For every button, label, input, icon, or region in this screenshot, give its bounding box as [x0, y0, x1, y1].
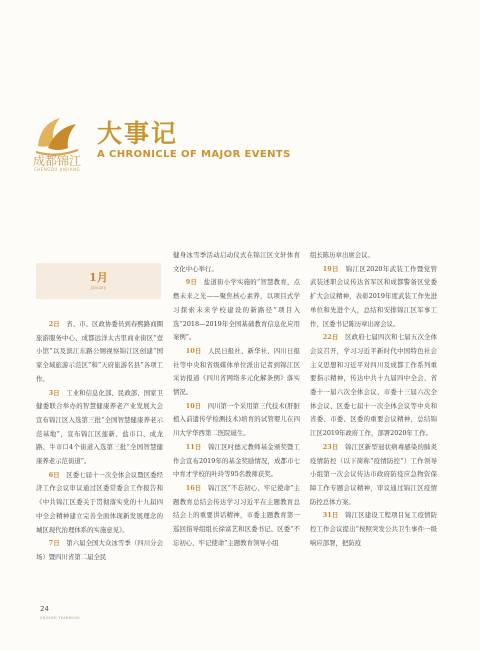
event-text: 区政府七届四次和七届五次全体会议召开，学习习近平新时代中国特色社会主义思想和习近平对四川及成都工作系列重要指示精神，传达中共十九届四中全会、省委十一届六次全体会议、市委十三届六次全体会议、区委七届十一次全体会议等中央和省委、市委、区委的重要会议精神，总结锦江区2019年政府工作，部署2020年工作。 [310, 333, 438, 438]
event-entry [36, 537, 163, 564]
event-entry [173, 276, 300, 345]
event-text: 四川第一个采用第三代技术(肝脏植入前遗传学检测技术)培育的试管婴儿在四川大学华西第二医院诞生。 [173, 401, 301, 438]
event-entry [173, 441, 300, 482]
event-entry [36, 318, 163, 387]
event-day: 6日 [48, 470, 60, 479]
event-entry [173, 482, 300, 551]
event-day: 22日 [322, 333, 339, 342]
footer-brand: JINJIANG YEARBOOK [40, 616, 81, 620]
event-text: 健身冰雪季活动启动仪式在锦江区文轩体育文化中心举行。 [173, 251, 300, 273]
event-day: 10日 [185, 346, 202, 355]
event-day: 31日 [322, 511, 339, 520]
text-column-1 [36, 318, 163, 565]
event-entry [36, 469, 163, 538]
event-day: 16日 [185, 483, 202, 492]
event-text: 锦江区建设工程项目复工疫情防控工作会议提出“按照突发公共卫生事件一级响应部署，把防疫 [310, 511, 438, 547]
event-day: 23日 [322, 442, 339, 451]
event-text: 组长陈历章出席会议。 [310, 251, 374, 259]
event-entry-continuation [173, 249, 300, 276]
event-entry-continuation [310, 249, 437, 263]
page-number: 24 [40, 605, 49, 613]
month-label: 1月 [89, 271, 108, 284]
event-entry [173, 400, 300, 441]
event-day: 2日 [48, 320, 60, 328]
event-text: 锦江区吋德元教师基金颁奖暨工作会宣布2019年的基金奖励情况，成都市七中育才学校的叶玲等95名教师获奖。 [173, 442, 301, 479]
event-entry [36, 387, 163, 469]
event-day: 3日 [48, 388, 60, 397]
event-day: 10日 [185, 401, 202, 410]
event-text: 盐道街小学实施的“智慧教育，点燃未来之光——聚焦核心素养，以项目式学习探索未来学校建设的新路径”项目入选“2018—2019年全国基础教育信息化应用案例”。 [173, 278, 300, 342]
event-text: 锦江区“不忘初心、牢记使命”主题教育总结会传达学习习近平在主题教育总结会上的重要讲话精神，市委主题教育第一巡回指导组组长徐富艺和区委书记、区委“不忘初心、牢记使命”主题教育领导小组 [173, 483, 300, 547]
page-title: 大事记 [97, 119, 179, 148]
event-text: 第六届全国大众冰雪季（四川分会场）暨四川省第二届全民 [36, 539, 164, 561]
logo-chinese-text: 成都锦江 [32, 154, 81, 168]
event-entry [310, 441, 437, 510]
event-text: 人民日报社、新华社、四川日报社等中央和省级媒体单位派出记者到锦江区采访报道《四川省网络多元化解条例》落实情况。 [173, 346, 301, 397]
page-subtitle: A CHRONICLE OF MAJOR EVENTS [97, 149, 291, 160]
event-text: 省、市、区政协委员到春熙路商圈旅游服务中心、成都远洋太古里商业街区“壹小馆”以及滨江东路公厕视察锦江区创建“国家全域旅游示范区”和“天府旅游名县”各项工作。 [36, 320, 164, 383]
event-entry [310, 509, 437, 550]
month-header [36, 263, 161, 299]
month-english-label: January [90, 285, 107, 290]
logo-english-text: CHENGDU JINJIANG [33, 167, 81, 172]
event-text: 锦江区2020年武装工作暨党管武装述职会议传达省军区和成都警备区党委扩大会议精神，表彰2019年度武装工作先进单位和先进个人，总结和安排锦江区军事工作，区委书记陈历章出席会议。 [310, 264, 438, 328]
event-text: 区委七届十一次全体会议暨区委经济工作会议审议通过区委常委会工作报告和《中共锦江区委关于贯彻落实党的十九届四中全会精神建立完善全面体现新发展理念的城区现代治理体系的实施意见》。 [36, 470, 164, 534]
event-day: 11日 [185, 442, 202, 451]
event-text: 锦江区新型冠状病毒感染的肺炎疫情防控（以下简称“疫情防控”）工作领导小组第一次会议传达市政府防疫应急物资保障工作专题会议精神，审议通过锦江区疫情防控总体方案。 [310, 442, 438, 506]
event-day: 9日 [185, 278, 198, 287]
event-text: 工业和信息化部、民政部、国家卫健委联合举办的智慧健康养老产业发展大会宣布锦江区入选第三批“全国智慧健康养老示范基地”，宣布锦江区莲新、盐市口、成龙路、牛市口4个街道入选第三批“全国智慧健康养老示范街道”。 [36, 388, 164, 466]
event-entry [310, 263, 437, 332]
text-column-3 [310, 249, 437, 550]
event-day: 7日 [48, 539, 60, 548]
text-column-2 [173, 249, 300, 550]
event-day: 19日 [322, 264, 339, 273]
event-entry [173, 345, 300, 400]
event-entry [310, 331, 437, 441]
